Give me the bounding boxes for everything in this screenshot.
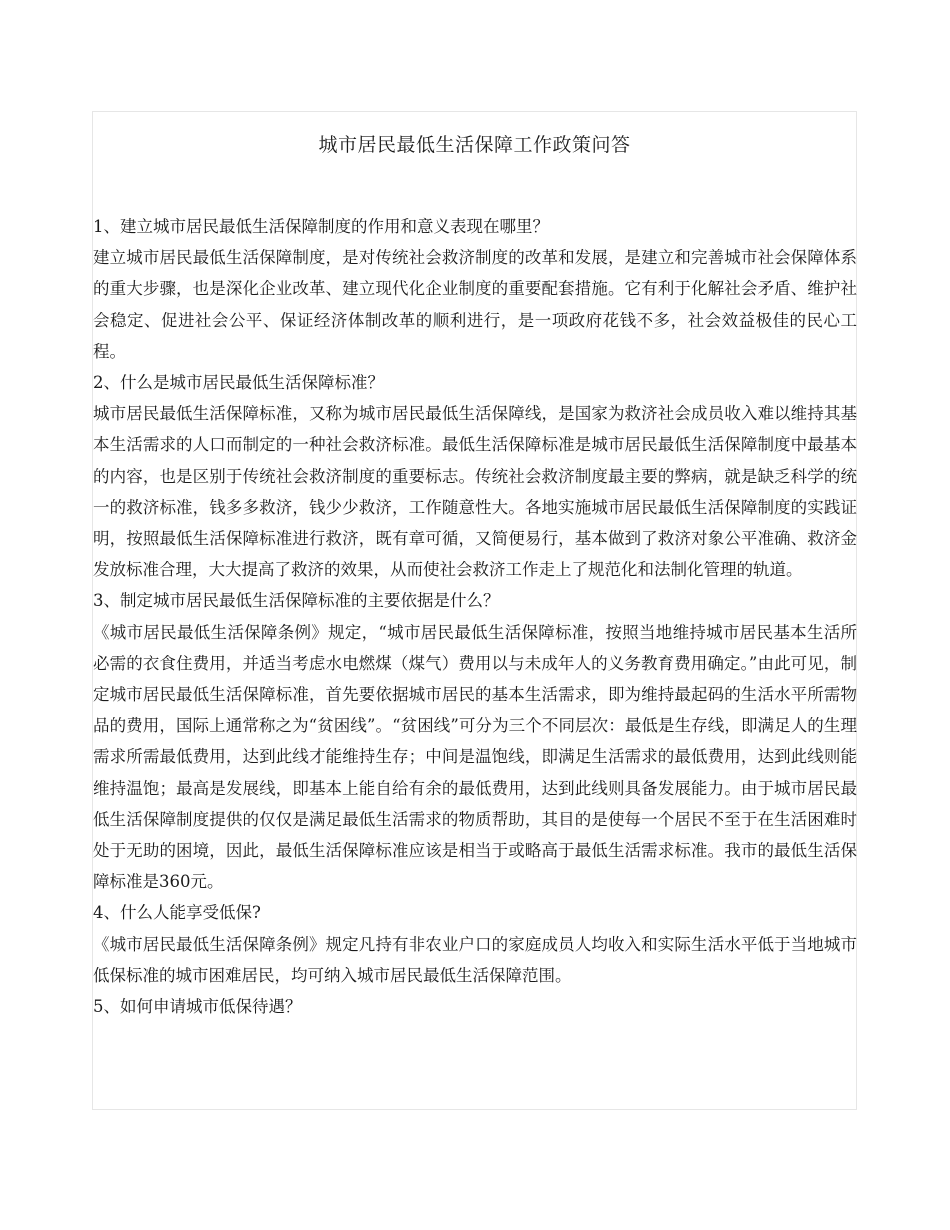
answer-2: 城市居民最低生活保障标准，又称为城市居民最低生活保障线，是国家为救济社会成员收入难以维持其基本生活需求的人口而制定的一种社会救济标准。最低生活保障标准是城市居民最低生活保障制度中最基本的内容，也是区别于传统社会救济制度的重要标志。传统社会救济制度最主要的弊病，就是缺乏科学的统一的救济标准，钱多多救济，钱少少救济，工作随意性大。各地实施城市居民最低生活保障制度的实践证明，按照最低生活保障标准进行救济，既有章可循，又简便易行，基本做到了救济对象公平准确、救济金发放标准合理，大大提高了救济的效果，从而使社会救济工作走上了规范化和法制化管理的轨道。 [93,404,857,580]
question-5: 5、如何申请城市低保待遇？ [93,997,302,1017]
question-1: 1、建立城市居民最低生活保障制度的作用和意义表现在哪里？ [93,217,549,236]
question-3: 3、制定城市居民最低生活保障标准的主要依据是什么？ [93,591,500,611]
document-title: 城市居民最低生活保障工作政策问答 [318,134,631,156]
answer-3: 《城市居民最低生活保障条例》规定，“城市居民最低生活保障标准，按照当地维持城市居民基本生活所必需的衣食住费用，并适当考虑水电燃煤（煤气）费用以与未成年人的义务教育费用确定。”由此可见，制定城市居民最低生活保障标准，首先要依据城市居民的基本生活需求，即为维持最起码的生活水平所需物品的费用，国际上通常称之为“贫困线”。“贫困线”可分为三个不同层次：最低是生存线，即满足人的生理需求所需最低费用，达到此线才能维持生存；中间是温饱线，即满足生活需求的最低费用，达到此线则能维持温饱；最高是发展线，即基本上能自给有余的最低费用，达到此线则具备发展能力。由于城市居民最低生活保障制度提供的仅仅是满足最低生活需求的物质帮助，其目的是使每一个居民不至于在生活困难时处于无助的困境，因此，最低生活保障标准应该是相当于或略高于最低生活需求标准。我市的最低生活保障标准是360元。 [93,622,857,892]
document-body [93,211,857,1022]
question-4: 4、什么人能享受低保? [93,903,261,923]
answer-1: 建立城市居民最低生活保障制度，是对传统社会救济制度的改革和发展，是建立和完善城市社会保障体系的重大步骤，也是深化企业改革、建立现代化企业制度的重要配套措施。它有利于化解社会矛盾、维护社会稳定、促进社会公平、保证经济体制改革的顺利进行，是一项政府花钱不多，社会效益极佳的民心工程。 [93,248,857,361]
question-2: 2、什么是城市居民最低生活保障标准？ [93,373,384,393]
answer-4: 《城市居民最低生活保障条例》规定凡持有非农业户口的家庭成员人均收入和实际生活水平低于当地城市低保标准的城市困难居民，均可纳入城市居民最低生活保障范围。 [93,934,857,985]
